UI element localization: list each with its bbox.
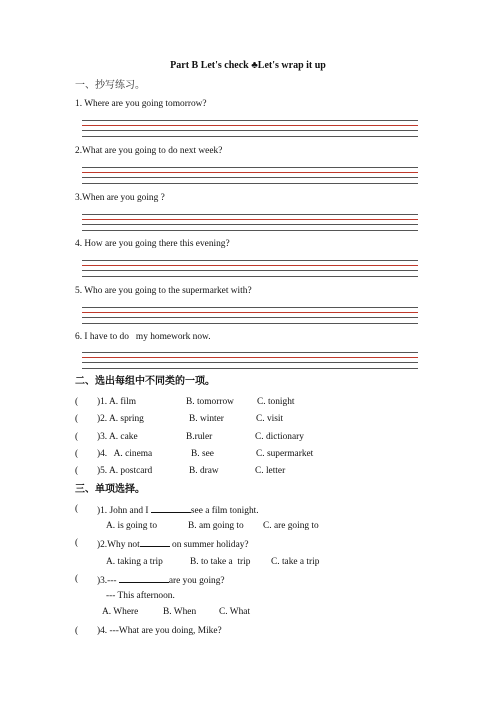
copy-item-3: 3.When are you going ?: [75, 193, 165, 203]
section3-heading: 三、单项选择。: [75, 484, 145, 495]
writing-lines-1: [82, 120, 418, 141]
section2-heading: 二、选出每组中不同类的一项。: [75, 376, 215, 387]
copy-item-5: 5. Who are you going to the supermarket with?: [75, 286, 252, 296]
writing-lines-5: [82, 307, 418, 328]
answer-blank[interactable]: [151, 503, 191, 513]
worksheet-page: Part B Let's check ♣Let's wrap it up 一、抄写练习。 1. Where are you going tomorrow? 2.What are you going to do next week? 3.When are you going ? 4. How are you going there this evening? 5. Who are you going to the supermarket with? 6. I have to do my homework now. 二、选出每组中不同类的一项。 ( )1. A. film B. tomorrow C. tonight ( )2. A. spring B. winter C. visit ( )3. A. cake B.ruler C. dictionary ( )4. A. cinema B. see C. supermarket ( )5. A. postcard B. draw C. letter 三、单项选择。 ( )1. John and I see a film tonight. A. is going to B. am going to C. are going to ( )2.Why not on summer holiday? A. taking a trip B. to take a trip C. take a trip ( )3.--- are you going? --- This afternoon. A. Where B. When C. What ( )4. ---What are you doing, Mike?: [0, 0, 496, 702]
writing-lines-2: [82, 167, 418, 188]
copy-item-6: 6. I have to do my homework now.: [75, 332, 211, 342]
copy-item-4: 4. How are you going there this evening?: [75, 239, 230, 249]
writing-lines-6: [82, 352, 418, 373]
page-title: Part B Let's check ♣Let's wrap it up: [170, 60, 326, 71]
copy-item-2: 2.What are you going to do next week?: [75, 146, 223, 156]
answer-blank[interactable]: [140, 537, 170, 547]
answer-blank[interactable]: [119, 573, 169, 583]
writing-lines-4: [82, 260, 418, 281]
copy-item-1: 1. Where are you going tomorrow?: [75, 99, 207, 109]
writing-lines-3: [82, 214, 418, 235]
section1-heading: 一、抄写练习。: [75, 80, 145, 91]
